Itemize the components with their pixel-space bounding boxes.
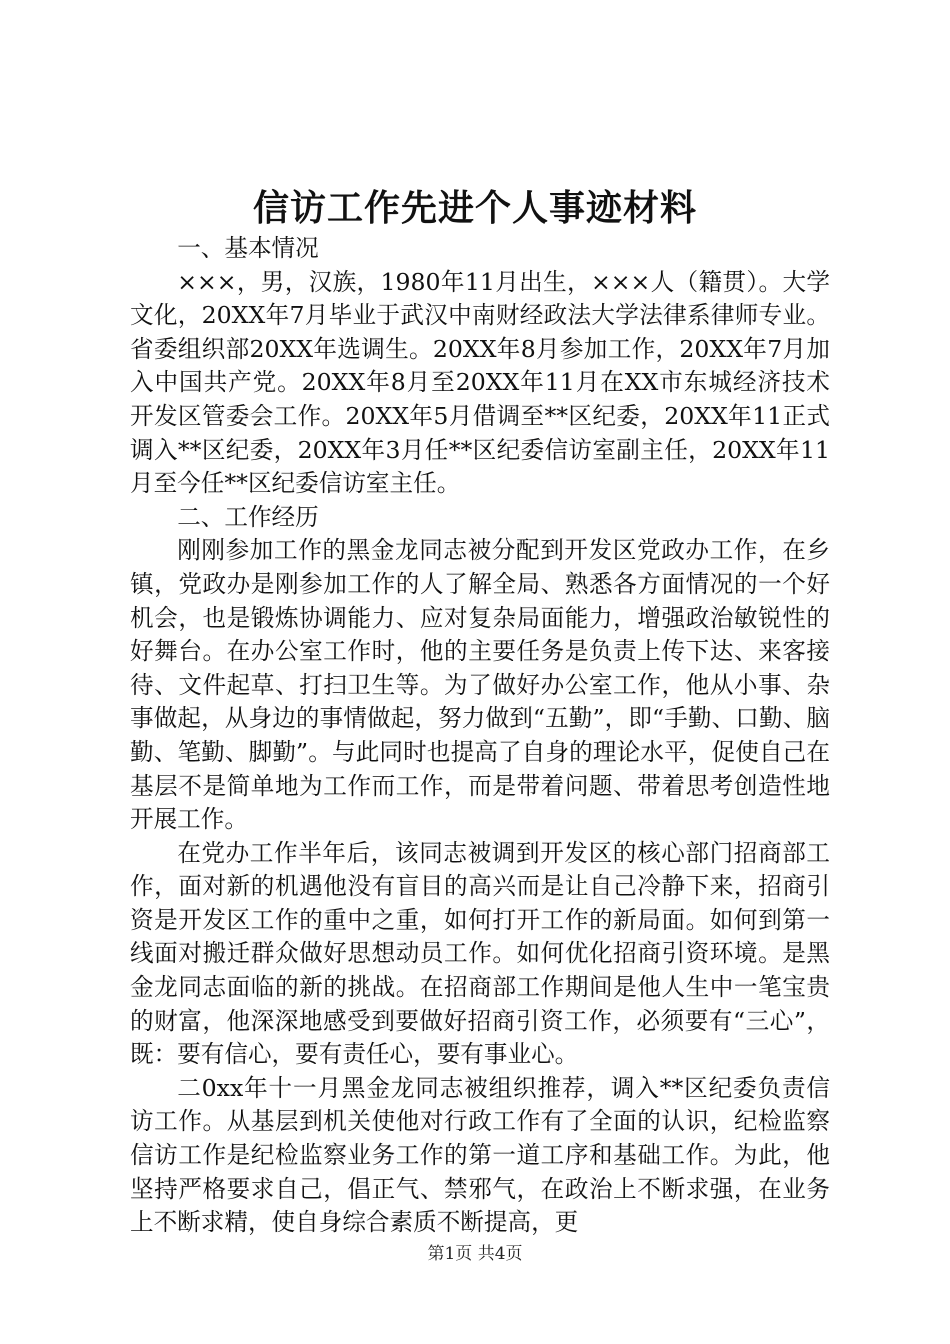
section-heading-work-history: 二、工作经历: [177, 502, 319, 531]
page-footer: 第1页 共4页: [427, 1244, 523, 1264]
section-heading-basic-info: 一、基本情况: [177, 234, 319, 262]
paragraph-basic-info: ×××，男，汉族，1980年11月出生，×××人（籍贯）。大学文化，20XX年7月毕业于武汉中南财经政法大学法律系律师专业。省委组织部20XX年选调生。20XX年8月参加工作，20XX年7月加入中国共产党。20XX年8月至20XX年11月在XX市东城经济技术开发区管委会工作。20XX年5月借调至**区纪委，20XX年11正式调入**区纪委，20XX年3月任**区纪委信访室副主任，20XX年11月至今任**区纪委信访室主任。: [130, 267, 830, 498]
paragraph-investment-dept: 在党办工作半年后，该同志被调到开发区的核心部门招商部工作，面对新的机遇他没有盲目的高兴而是让自己冷静下来，招商引资是开发区工作的重中之重，如何打开工作的新局面。如何到第一线面对搬迁群众做好思想动员工作。如何优化招商引资环境。是黑金龙同志面临的新的挑战。在招商部工作期间是他人生中一笔宝贵的财富，他深深地感受到要做好招商引资工作，必须要有“三心”，既：要有信心，要有责任心，要有事业心。: [130, 838, 830, 1069]
document-body: [130, 232, 830, 1240]
paragraph-party-office: 刚刚参加工作的黑金龙同志被分配到开发区党政办工作，在乡镇，党政办是刚参加工作的人了解全局、熟悉各方面情况的一个好机会，也是锻炼协调能力、应对复杂局面能力，增强政治敏锐性的好舞台。在办公室工作时，他的主要任务是负责上传下达、来客接待、文件起草、打扫卫生等。为了做好办公室工作，他从小事、杂事做起，从身边的事情做起，努力做到“五勤”，即“手勤、口勤、脑勤、笔勤、脚勤”。与此同时也提高了自身的理论水平，促使自己在基层不是简单地为工作而工作，而是带着问题、带着思考创造性地开展工作。: [130, 536, 830, 834]
document-title: 信访工作先进个人事迹材料: [252, 187, 697, 229]
paragraph-petition-work: 二0xx年十一月黑金龙同志被组织推荐，调入**区纪委负责信访工作。从基层到机关使他对行政工作有了全面的认识，纪检监察信访工作是纪检监察业务工作的第一道工序和基础工作。为此，他坚持严格要求自己，倡正气、禁邪气，在政治上不断求强，在业务上不断求精，使自身综合素质不断提高，更: [130, 1073, 830, 1237]
